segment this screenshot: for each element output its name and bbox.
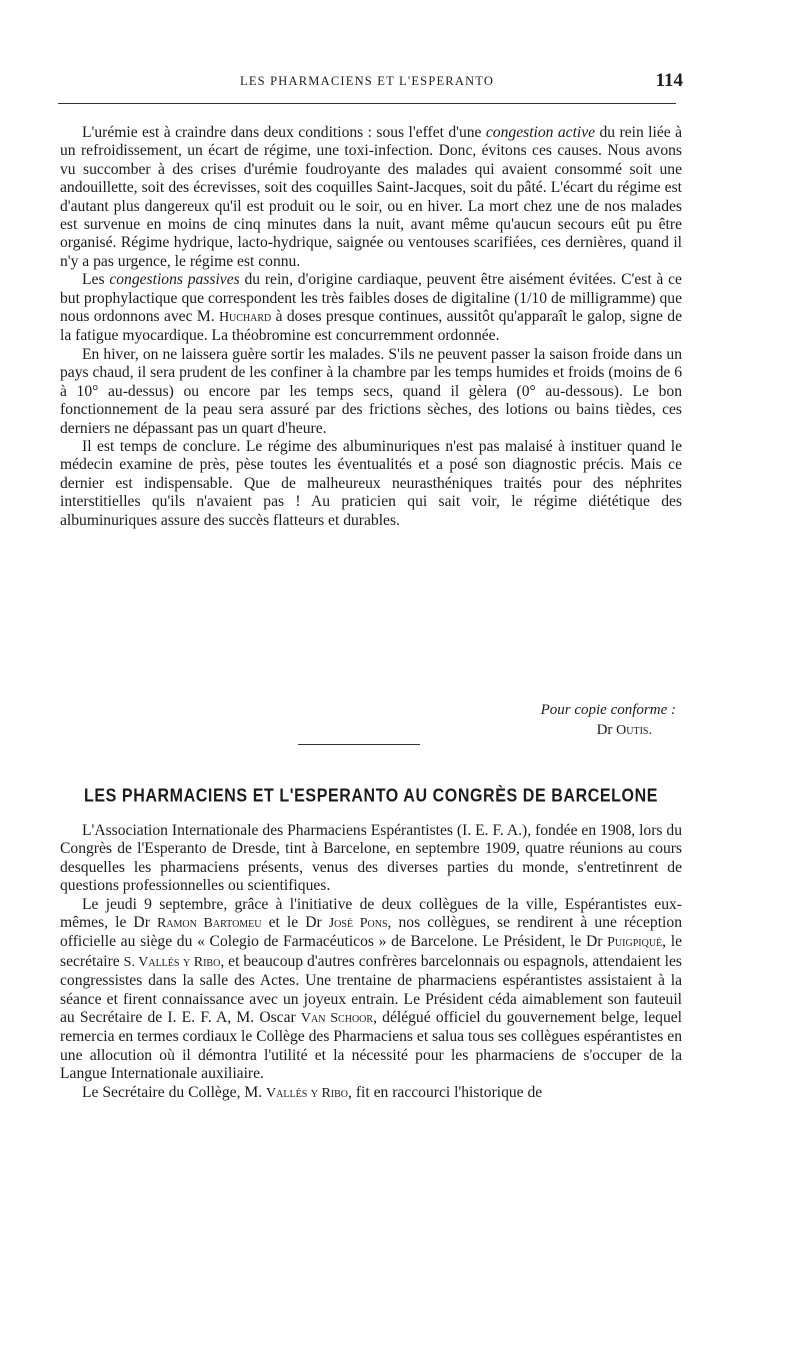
person-name: Puigpiqué [607,935,663,951]
text-run: , fit en raccourci l'historique de [348,1083,543,1101]
person-name: Ramon Bartomeu [156,916,262,932]
article-conclusion [60,124,682,530]
person-name: Van Schoor [300,1011,374,1027]
text-run: , le secrétaire [60,933,682,970]
title-prefix: Dr [596,722,617,738]
text-run: , délégué officiel du gouvernement belge, lequel remercia en termes cordiaux le Collège des Pharmaciens et salua tous ses collègues espérantistes en une allocution où il démontra l'utilité et la nécessité pour les pharmaciens de s'occuper de la Langue Internationale auxiliaire. [60,1009,682,1083]
text-run: à doses presque continues, aussitôt qu'apparaît le galop, signe de la fatigue myocardique. La théobromine est concurremment ordonnée. [60,308,682,345]
person-name: S. Vallés y Ribo [123,954,221,970]
running-head [60,72,685,94]
page-number: 114 [655,70,683,91]
italic-term: congestions passives [109,271,240,289]
text-run: du rein, d'origine cardiaque, peuvent être aisément évitées. C'est à ce but prophylactique que correspondent les très faibles doses de digitaline (1/10 de milligramme) que nous ordonnons avec M. [60,271,682,326]
text-run: et le Dr [261,914,329,932]
text-run: , et beaucoup d'autres confrères barcelonnais ou espagnols, attendaient les congressistes dans la salle des Actes. Une trentaine de pharmaciens espérantistes assistaient à la séance et firent connaissance avec un joyeux entrain. Le Président céda aimablement son fauteuil au Secrétaire de I. E. F. A, M. Oscar [60,952,683,1027]
person-name: José Pons [328,916,388,932]
paragraph-hiver: En hiver, on ne laissera guère sortir les malades. S'ils ne peuvent passer la saison froide dans un pays chaud, il sera prudent de les confiner à la chambre par les temps humides et froids (moins de 6 à 10° au-dessus) ou encore par les temps secs, quand il gèlera (0° au-dessous). Le bon fonctionnement de la peau sera assuré par des frictions sèches, des lotions ou bains tièdes, ces derniers ne dépassant pas un quart d'heure. [60,345,682,437]
paragraph-historique [60,1084,682,1103]
text-run: Le jeudi 9 septembre, grâce à l'initiative de deux collègues de la ville, Espérantistes eux-mêmes, le Dr [60,895,682,932]
signature-line: Pour copie conforme : [540,702,676,718]
text-run: , nos collègues, se rendirent à une réception officielle au siège du « Colegio de Farmacéuticos » de Barcelone. Le Président, le Dr [60,914,682,951]
section-body [60,822,682,1103]
text-run: Les [82,271,110,289]
running-title: LES PHARMACIENS ET L'ESPERANTO [240,74,495,88]
signature-author [60,720,682,741]
paragraph-reception [60,896,682,1084]
paragraph-conclusion: Il est temps de conclure. Le régime des albuminuriques n'est pas malaisé à instituer quand le médecin examine de près, pèse toutes les éventualités et a posé son diagnostic précis. Mais ce dernier est indispensable. Que de malheureux neurasthéniques traités pour des néphrites interstitielles qu'ils n'avaient pas ! Au praticien qui sait voir, le régime diététique des albuminuriques assure des succès flatteurs et durables. [60,437,682,529]
signature-block [60,700,682,741]
paragraph-association: L'Association Internationale des Pharmaciens Espérantistes (I. E. F. A.), fondée en 1908, lors du Congrès de l'Esperanto de Dresde, tint à Barcelone, en septembre 1909, quatre réunions au cours desquelles les pharmaciens présents, venus des diverses parties du monde, s'entretinrent de questions professionnelles ou scientifiques. [60,822,682,895]
paragraph-uremie [60,124,682,271]
text-run: du rein liée à un refroidissement, un écart de régime, une toxi-infection. Donc, évitons ces causes. Nous avons vu succomber à des crises d'urémie foudroyante des malades qui avaient consommé soit une andouillette, soit des écrevisses, soit des coquilles Saint-Jacques, soit du pâté. L'écart du régime est d'autant plus dangereux qu'il est produit ou le soir, ou en hiver. La mort chez une de nos malades est survenue en moins de cinq minutes dans la nuit, avant même qu'aucun secours eût pu être organisé. Régime hydrique, lacto-hydrique, saignée ou ventouses scarifiées, ces dernières, quand il n'y a pas urgence, le régime est connu. [60,124,682,270]
text-run: Le Secrétaire du Collège, M. [82,1083,267,1101]
author-name: Huchard [218,310,272,326]
text-run: L'urémie est à craindre dans deux conditions : sous l'effet d'une [82,124,486,141]
italic-term: congestion active [485,124,596,141]
signature-rule [298,744,420,745]
author-name: Outis. [616,723,652,738]
section-title: LES PHARMACIENS ET L'ESPERANTO AU CONGRÈS DE BARCELONE [83,786,659,807]
paragraph-congestions [60,271,682,346]
person-name: Vallés y Ribo [266,1085,349,1101]
header-rule [58,103,676,104]
